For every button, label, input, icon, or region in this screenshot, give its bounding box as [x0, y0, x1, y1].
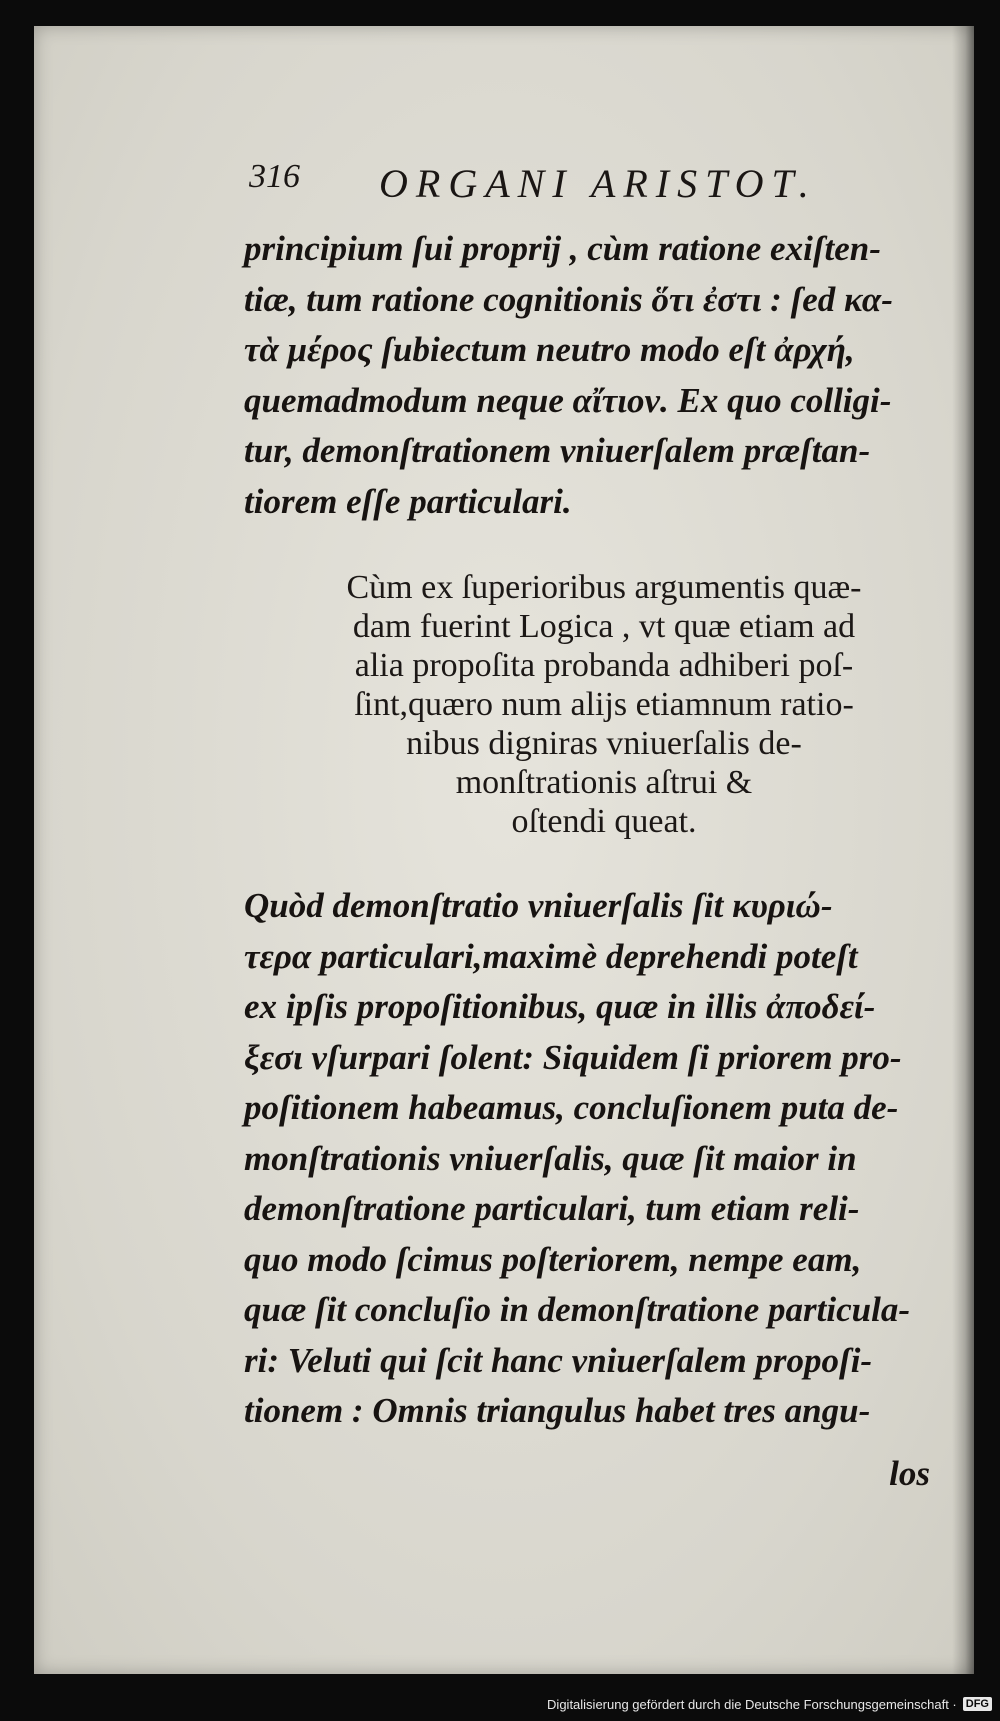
question-line: oſtendi queat. — [511, 803, 697, 840]
text-line: ξεσι vſurpari ſolent: Siquidem ſi priorem pro- — [244, 1037, 902, 1077]
catchword: los — [889, 1454, 930, 1493]
text-line: quo modo ſcimus poſteriorem, nempe eam, — [244, 1239, 862, 1279]
question-line: dam fuerint Logica , vt quæ etiam ad — [352, 608, 856, 645]
text-line: demonſtratione particulari, tum etiam reli- — [244, 1189, 860, 1228]
question-line: monſtrationis aſtrui & — [455, 764, 753, 801]
dfg-logo: DFG — [963, 1697, 992, 1711]
book-page — [34, 26, 974, 1674]
paragraph-continuation — [244, 224, 964, 527]
text-line: tiæ, tum ratione cognitionis ὅτι ἐστι : ſed κα- — [244, 279, 893, 319]
question-line: nibus digniras vniuerſalis de- — [406, 725, 802, 762]
text-line: ri: Veluti qui ſcit hanc vniuerſalem propoſi- — [244, 1340, 873, 1380]
question-heading — [244, 568, 964, 841]
text-line: monſtrationis vniuerſalis, quæ ſit maior in — [244, 1138, 857, 1178]
text-line: τὰ μέρος ſubiectum neutro modo eſt ἀρχή, — [244, 330, 855, 369]
text-line: τερα particulari,maximè deprehendi poteſt — [244, 936, 858, 976]
question-line: Cùm ex ſuperioribus argumentis quæ- — [346, 569, 862, 606]
page-header — [249, 138, 949, 208]
running-title: ORGANI ARISTOT. — [379, 161, 817, 206]
digitization-footer — [547, 1693, 992, 1715]
text-line: poſitionem habeamus, concluſionem puta de- — [244, 1088, 899, 1127]
text-line: tiorem eſſe particulari. — [244, 481, 572, 521]
question-line: alia propoſita probanda adhiberi poſ- — [354, 647, 854, 684]
text-line: quæ ſit concluſio in demonſtratione particula- — [244, 1290, 911, 1329]
text-line: Quòd demonſtratio vniuerſalis ſit κυριώ- — [244, 886, 833, 925]
page-number: 316 — [249, 158, 300, 195]
paragraph-answer — [244, 881, 964, 1437]
text-line: quemadmodum neque αἴτιον. Ex quo colligi- — [244, 380, 892, 420]
footer-credit: Digitalisierung gefördert durch die Deutsche Forschungsgemeinschaft · — [547, 1696, 957, 1712]
text-line: tionem : Omnis triangulus habet tres angu- — [244, 1391, 871, 1430]
text-line: tur, demonſtrationem vniuerſalem præſtan- — [244, 431, 871, 470]
text-line: ex ipſis propoſitionibus, quæ in illis ἀποδεί- — [244, 987, 876, 1026]
text-line: principium ſui proprij , cùm ratione exiſten- — [244, 229, 881, 268]
question-line: ſint,quæro num alijs etiamnum ratio- — [354, 686, 854, 723]
